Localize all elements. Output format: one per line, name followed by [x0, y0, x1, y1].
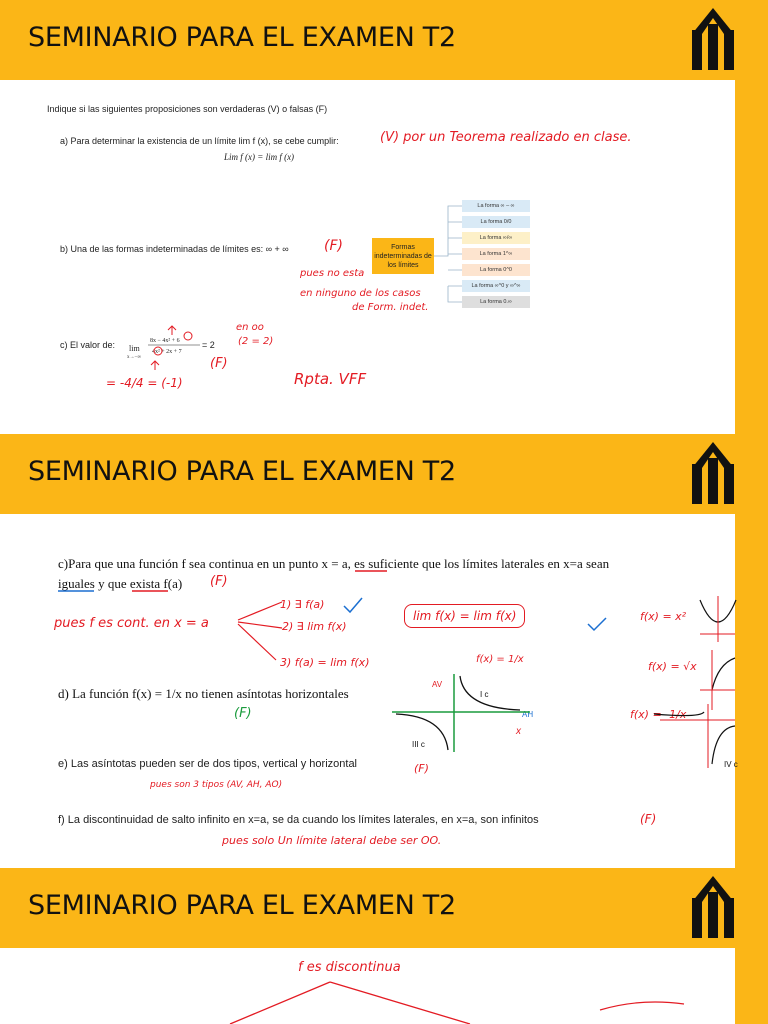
slide-2	[0, 434, 768, 868]
example-function: f(x) = x²	[640, 610, 687, 623]
slide-content	[0, 80, 735, 434]
diagram-item: La forma 0.∞	[462, 296, 530, 308]
item-e-text: e) Las asíntotas pueden ser de dos tipos, vertical y horizontal	[58, 758, 358, 770]
item-b-mark: (F)	[324, 238, 343, 254]
item-c-mark: (F)	[210, 574, 228, 589]
item-b-text: b) Una de las formas indeterminadas de límites es: ∞ + ∞	[60, 244, 289, 254]
continuity-condition-1: 1) ∃ f(a)	[280, 598, 325, 611]
graph-label: I c	[480, 690, 489, 699]
instruction: Indique si las siguientes proposiciones son verdaderas (V) o falsas (F)	[47, 104, 328, 114]
university-logo-icon	[688, 448, 738, 504]
slide-header	[0, 0, 768, 80]
item-d-mark: (F)	[234, 706, 252, 721]
item-c-line1: c)Para que una función f sea continua en un punto x = a, es suficiente que los límites laterales en x=a sean	[58, 556, 610, 571]
lateral-limits-box: lim f(x) = lim f(x)	[404, 604, 525, 628]
item-c-formula-tail: = 2	[202, 340, 215, 350]
graph-label: IV c	[724, 760, 738, 769]
continuity-condition-2: 2) ∃ lim f(x)	[282, 620, 347, 633]
diagram-item: La forma ∞/∞	[462, 232, 530, 244]
slide-title: SEMINARIO PARA EL EXAMEN T2	[28, 22, 456, 53]
item-a-text: a) Para determinar la existencia de un límite lim f (x), se cebe cumplir:	[60, 136, 339, 146]
slide-3-handwritten-marks	[0, 948, 735, 1024]
svg-text:8x − 4x² + 6: 8x − 4x² + 6	[150, 338, 180, 344]
graph-label: AV	[432, 680, 443, 689]
diagram-item: La forma 0^0	[462, 264, 530, 276]
slide-3-note: f es discontinua	[298, 960, 401, 975]
item-c-line2: iguales y que exista f(a)	[58, 576, 183, 591]
item-d-function-note: f(x) = 1/x	[476, 654, 524, 665]
item-f-text: f) La discontinuidad de salto infinito en x=a, se da cuando los límites laterales, en x=a, son infinitos	[58, 814, 539, 826]
slide-3	[0, 868, 768, 1024]
graph-label: AH	[522, 710, 534, 719]
item-b-note: de Form. indet.	[352, 302, 429, 313]
svg-text:x→−∞: x→−∞	[127, 355, 141, 360]
slide-header	[0, 868, 768, 948]
item-a-formula: Lim f (x) = lim f (x)	[224, 152, 295, 162]
continuity-condition-3: 3) f(a) = lim f(x)	[280, 656, 370, 669]
item-c-note: (2 = 2)	[238, 336, 274, 347]
item-c-note: (F)	[210, 356, 228, 371]
graph-label: III c	[412, 740, 425, 749]
graph-label: x	[516, 726, 521, 737]
item-a-annotation: (V) por un Teorema realizado en clase.	[380, 130, 632, 145]
slide-title: SEMINARIO PARA EL EXAMEN T2	[28, 456, 456, 487]
slide-content	[0, 514, 738, 868]
item-c-note: = -4/4 = (-1)	[106, 376, 183, 390]
svg-text:lim: lim	[129, 344, 140, 353]
diagram-item: La forma ∞^0 y ∞^∞	[462, 280, 530, 292]
svg-text:4x² + 2x + 7: 4x² + 2x + 7	[152, 349, 182, 355]
item-c-text: c) El valor de:	[60, 340, 116, 350]
university-logo-icon	[688, 882, 738, 938]
slide-content	[0, 948, 735, 1024]
diagram-item: La forma 1^∞	[462, 248, 530, 260]
item-d-text: d) La función f(x) = 1/x no tienen asíntotas horizontales	[58, 686, 349, 701]
example-function: f(x) = √x	[648, 660, 697, 673]
slide-1	[0, 0, 768, 434]
item-b-note: pues no esta	[300, 268, 365, 279]
university-logo-icon	[688, 14, 738, 70]
item-c-note: en oo	[236, 322, 264, 333]
item-f-reason: pues solo Un límite lateral debe ser OO.	[222, 834, 442, 847]
item-e-reason: pues son 3 tipos (AV, AH, AO)	[150, 780, 283, 790]
slide-title: SEMINARIO PARA EL EXAMEN T2	[28, 890, 456, 921]
example-function: f(x) = -1/x	[630, 708, 687, 721]
slide-header	[0, 434, 768, 514]
diagram-center: Formas indeterminadas de los límites	[372, 238, 434, 274]
item-c-answer: Rpta. VFF	[294, 370, 367, 388]
item-f-mark: (F)	[640, 812, 657, 826]
diagram-item: La forma 0/0	[462, 216, 530, 228]
item-c-reason: pues f es cont. en x = a	[54, 616, 209, 631]
item-e-mark: (F)	[414, 762, 429, 775]
diagram-item: La forma ∞ – ∞	[462, 200, 530, 212]
item-b-note: en ninguno de los casos	[300, 288, 421, 299]
slide-2-handwritten-marks	[0, 514, 735, 868]
